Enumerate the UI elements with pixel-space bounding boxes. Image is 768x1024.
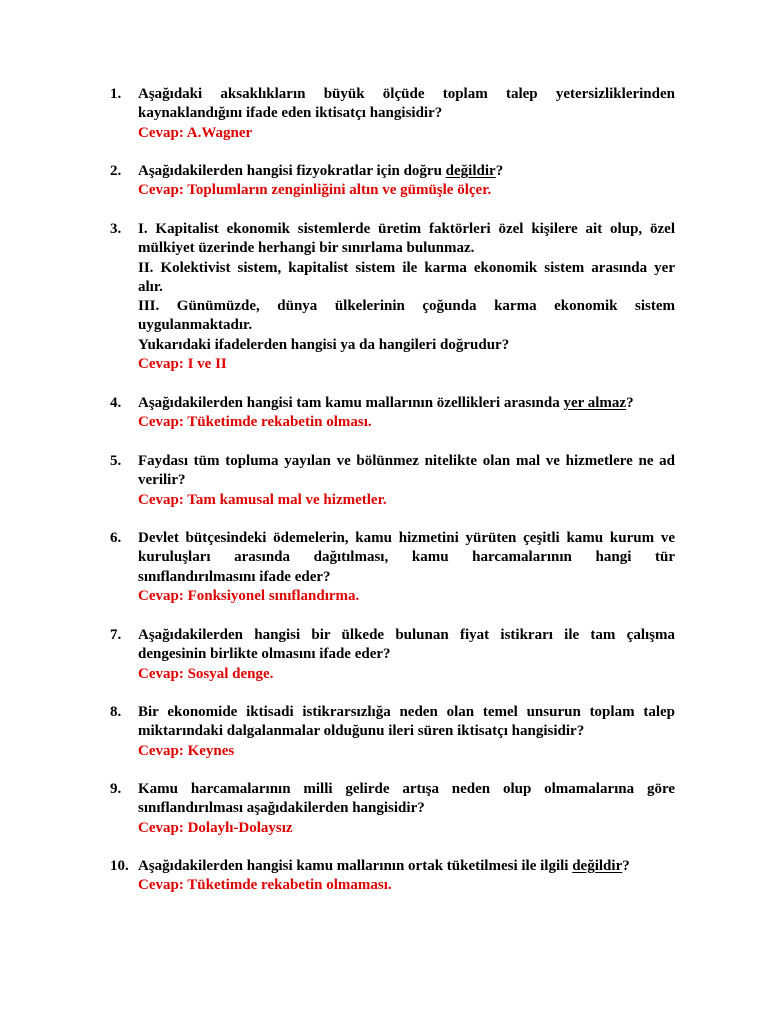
question-text: Kamu harcamalarının milli gelirde artışa neden olup olmamalarına göre <box>138 781 675 797</box>
answer-text: Cevap: Tüketimde rekabetin olmaması. <box>138 877 392 894</box>
question-text: Aşağıdakilerden hangisi kamu mallarının ortak tüketilmesi ile ilgili değildir? <box>138 858 630 874</box>
answer-text: Cevap: A.Wagner <box>138 124 253 141</box>
question-number: 6. <box>110 530 122 546</box>
answer-text: Cevap: Keynes <box>138 742 235 759</box>
question-number: 9. <box>110 781 122 797</box>
question-text: kaynaklandığını ifade eden iktisatçı hangisidir? <box>138 105 443 122</box>
question-text: verilir? <box>138 472 186 489</box>
question-text: Aşağıdaki aksaklıkların büyük ölçüde toplam talep yetersizliklerinden <box>138 86 675 102</box>
question-number: 5. <box>110 453 122 469</box>
question-number: 7. <box>110 627 122 643</box>
answer-text: Cevap: Toplumların zenginliğini altın ve gümüşle ölçer. <box>138 182 492 199</box>
answer-text: Cevap: Tam kamusal mal ve hizmetler. <box>138 491 387 508</box>
question-number: 10. <box>110 858 129 874</box>
question-number: 3. <box>110 221 122 237</box>
question-text: I. Kapitalist ekonomik sistemlerde üretim faktörleri özel kişilere ait olup, özel <box>138 221 675 237</box>
question-text: kuruluşları arasında dağıtılması, kamu harcamalarının hangi tür <box>138 549 675 566</box>
question-text: Aşağıdakilerden hangisi fizyokratlar için doğru değildir? <box>138 163 504 179</box>
question-text: Devlet bütçesindeki ödemelerin, kamu hizmetini yürüten çeşitli kamu kurum ve <box>138 530 675 546</box>
emphasis-underline: değildir <box>445 163 496 179</box>
question-text: sınıflandırılmasını ifade eder? <box>138 568 331 585</box>
question-number: 4. <box>110 395 122 411</box>
question-number: 1. <box>110 86 122 102</box>
answer-text: Cevap: Sosyal denge. <box>138 665 274 682</box>
answer-text: Cevap: Dolaylı-Dolaysız <box>138 819 293 836</box>
question-text: Faydası tüm topluma yayılan ve bölünmez nitelikte olan mal ve hizmetlere ne ad <box>138 453 675 469</box>
answer-text: Cevap: I ve II <box>138 356 227 373</box>
question-number: 8. <box>110 704 122 720</box>
question-text: uygulanmaktadır. <box>138 317 253 334</box>
question-text: mülkiyet üzerinde herhangi bir sınırlama bulunmaz. <box>138 240 475 257</box>
emphasis-underline: değildir <box>572 858 623 874</box>
question-text: miktarındaki dalgalanmalar olduğunu ileri süren iktisatçı hangisidir? <box>138 723 585 740</box>
question-text: Aşağıdakilerden hangisi bir ülkede bulunan fiyat istikrarı ile tam çalışma <box>138 627 675 643</box>
question-text: III. Günümüzde, dünya ülkelerinin çoğunda karma ekonomik sistem <box>138 298 675 315</box>
question-text: Aşağıdakilerden hangisi tam kamu mallarının özellikleri arasında yer almaz? <box>138 395 634 411</box>
question-text: II. Kolektivist sistem, kapitalist sistem ile karma ekonomik sistem arasında yer <box>138 259 675 276</box>
question-text: sınıflandırılması aşağıdakilerden hangisidir? <box>138 800 425 817</box>
answer-text: Cevap: Fonksiyonel sınıflandırma. <box>138 587 360 604</box>
question-text: Bir ekonomide iktisadi istikrarsızlığa neden olan temel unsurun toplam talep <box>138 704 675 720</box>
question-text: Yukarıdaki ifadelerden hangisi ya da hangileri doğrudur? <box>138 336 510 353</box>
question-number: 2. <box>110 163 122 179</box>
question-text: alır. <box>138 278 163 295</box>
emphasis-underline: yer almaz <box>563 395 627 411</box>
question-text: dengesinin birlikte olmasını ifade eder? <box>138 646 391 663</box>
answer-text: Cevap: Tüketimde rekabetin olması. <box>138 414 372 431</box>
